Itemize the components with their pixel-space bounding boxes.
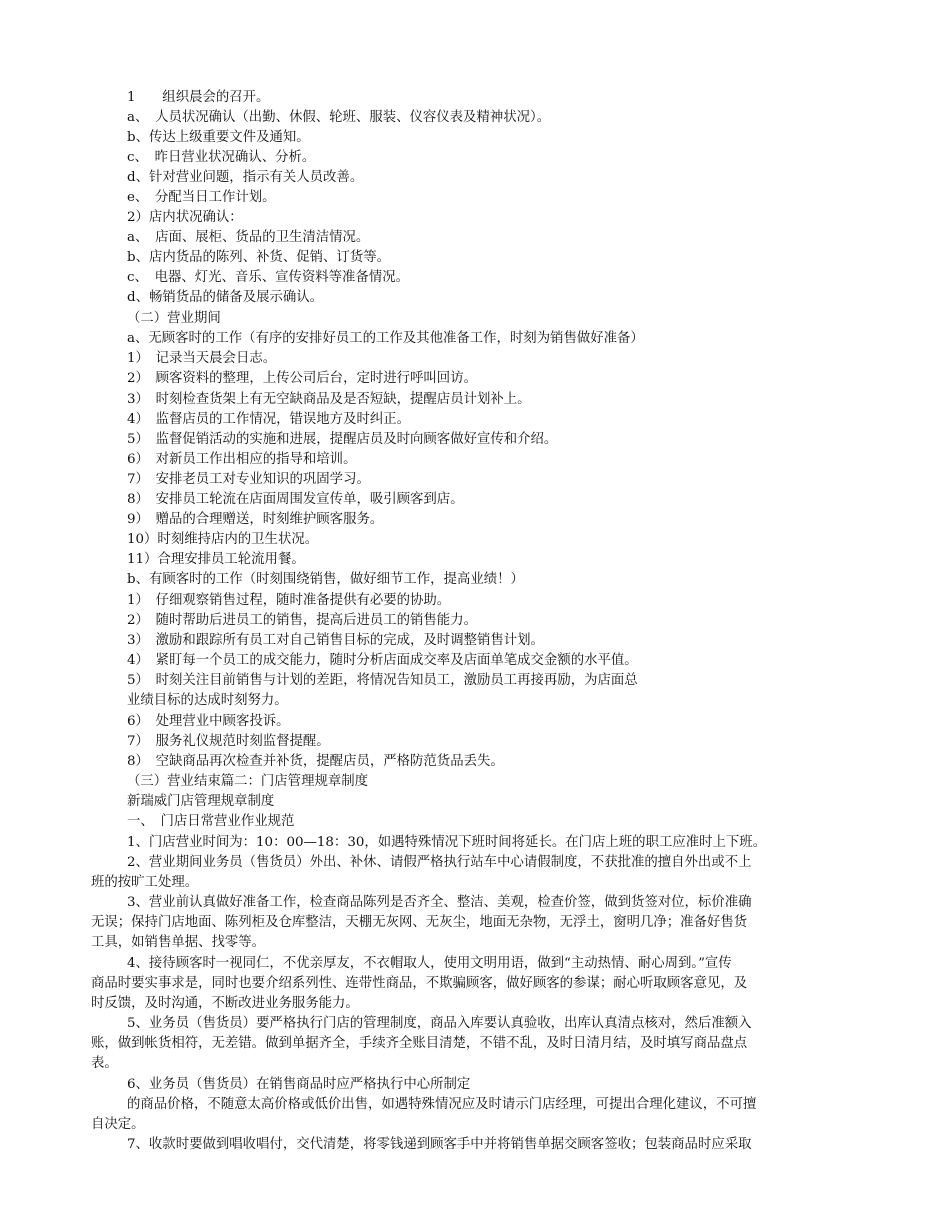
text-line: 6） 处理营业中顾客投诉。 (127, 714, 290, 729)
text-line: 5） 监督促销活动的实施和进展，提醒店员及时向顾客做好宣传和介绍。 (127, 432, 558, 447)
text-line: b、传达上级重要文件及通知。 (127, 130, 310, 145)
text-line: c、 昨日营业状况确认、分析。 (127, 150, 316, 165)
text-line: 8） 安排员工轮流在店面周围发宣传单，吸引顾客到店。 (127, 492, 464, 507)
text-line: 班的按旷工处理。 (91, 875, 199, 890)
text-line: a、无顾客时的工作（有序的安排好员工的工作及其他准备工作，时刻为销售做好准备） (127, 331, 644, 346)
section-heading: 一、 门店日常营业作业规范 (127, 814, 295, 829)
text-line: 7） 服务礼仪规范时刻监督提醒。 (127, 734, 330, 749)
text-line: 的商品价格，不随意太高价格或低价出售，如遇特殊情况应及时请示门店经理，可提出合理化建议，不可擅 (127, 1097, 757, 1112)
text-line: 表。 (91, 1056, 118, 1071)
text-line: e、 分配当日工作计划。 (127, 190, 276, 205)
text-line: 5） 时刻关注目前销售与计划的差距，将情况告知员工，激励员工再接再励，为店面总 (127, 673, 638, 688)
text-line: 自决定。 (91, 1117, 145, 1132)
section-heading: （二）营业期间 (127, 311, 221, 326)
text-line: b、店内货品的陈列、补货、促销、订货等。 (127, 250, 390, 265)
text-line: 3、营业前认真做好准备工作，检查商品陈列是否齐全、整洁、美观，检查价签，做到货签对位，标价准确 (127, 895, 752, 910)
text-line: a、 店面、展柜、货品的卫生清洁情况。 (127, 230, 370, 245)
text-line: b、有顾客时的工作（时刻围绕销售，做好细节工作，提高业绩！） (127, 572, 524, 587)
document-title: 新瑞威门店管理规章制度 (127, 794, 275, 809)
text-line: 6） 对新员工作出相应的指导和培训。 (127, 452, 357, 467)
text-line: d、针对营业问题，指示有关人员改善。 (127, 170, 364, 185)
text-line: c、 电器、灯光、音乐、宣传资料等准备情况。 (127, 270, 410, 285)
text-line: 时反馈，及时沟通，不断改进业务服务能力。 (91, 996, 359, 1011)
section-heading: （三）营业结束篇二：门店管理规章制度 (127, 774, 369, 789)
text-line: 10）时刻维持店内的卫生状况。 (127, 532, 319, 547)
text-line: 9） 赠品的合理赠送，时刻维护顾客服务。 (127, 512, 384, 527)
text-line: 7） 安排老员工对专业知识的巩固学习。 (127, 472, 370, 487)
text-line: 5、业务员（售货员）要严格执行门店的管理制度，商品入库要认真验收，出库认真清点核对，然后准额入 (127, 1016, 752, 1031)
text-line: 3） 激励和跟踪所有员工对自己销售目标的完成，及时调整销售计划。 (127, 633, 544, 648)
text-line: 商品时要实事求是，同时也要介绍系列性、连带性商品，不欺骗顾客，做好顾客的参谋；耐心听取顾客意见，及 (91, 976, 748, 991)
text-line: 11）合理安排员工轮流用餐。 (127, 552, 305, 567)
text-line: 1） 记录当天晨会日志。 (127, 351, 277, 366)
text-line: 3） 时刻检查货架上有无空缺商品及是否短缺，提醒店员计划补上。 (127, 392, 531, 407)
text-line: d、畅销货品的储备及展示确认。 (127, 290, 324, 305)
text-line: 7、收款时要做到唱收唱付，交代清楚，将零钱递到顾客手中并将销售单据交顾客签收；包装商品时应采取 (127, 1137, 752, 1152)
text-line: 1 组织晨会的召开。 (127, 90, 270, 105)
text-line: 8） 空缺商品再次检查并补货，提醒店员，严格防范货品丢失。 (127, 754, 504, 769)
text-line: 6、业务员（售货员）在销售商品时应严格执行中心所制定 (127, 1077, 471, 1092)
text-line: 2、营业期间业务员（售货员）外出、补休、请假严格执行站车中心请假制度，不获批准的擅自外出或不上 (127, 855, 752, 870)
text-line: 2） 随时帮助后进员工的销售，提高后进员工的销售能力。 (127, 613, 477, 628)
text-line: 工具，如销售单据、找零等。 (91, 935, 266, 950)
text-line: 2）店内状况确认： (127, 210, 243, 225)
text-line: 4） 紧盯每一个员工的成交能力，随时分析店面成交率及店面单笔成交金额的水平值。 (127, 653, 638, 668)
text-line: 2） 顾客资料的整理，上传公司后台，定时进行呼叫回访。 (127, 371, 477, 386)
text-line: 4） 监督店员的工作情况，错误地方及时纠正。 (127, 412, 411, 427)
text-line: 无误；保持门店地面、陈列柜及仓库整洁，天棚无灰网、无灰尘，地面无杂物，无浮土，窗明几净；准备好售货 (91, 915, 748, 930)
text-line: 业绩目标的达成时刻努力。 (127, 693, 288, 708)
text-line: 账，做到帐货相符，无差错。做到单据齐全，手续齐全账目清楚，不错不乱，及时日清月结，及时填写商品盘点 (91, 1036, 748, 1051)
text-line: a、 人员状况确认（出勤、休假、轮班、服装、仪容仪表及精神状况）。 (127, 110, 551, 125)
text-line: 1、门店营业时间为：10：00—18：30，如遇特殊情况下班时间将延长。在门店上班的职工应准时上下班。 (127, 835, 767, 850)
text-line: 1） 仔细观察销售过程，随时准备提供有必要的协助。 (127, 593, 451, 608)
text-line: 4、接待顾客时一视同仁，不优亲厚友，不衣帽取人，使用文明用语，做到“主动热情、耐心周到。”宣传 (127, 956, 732, 971)
